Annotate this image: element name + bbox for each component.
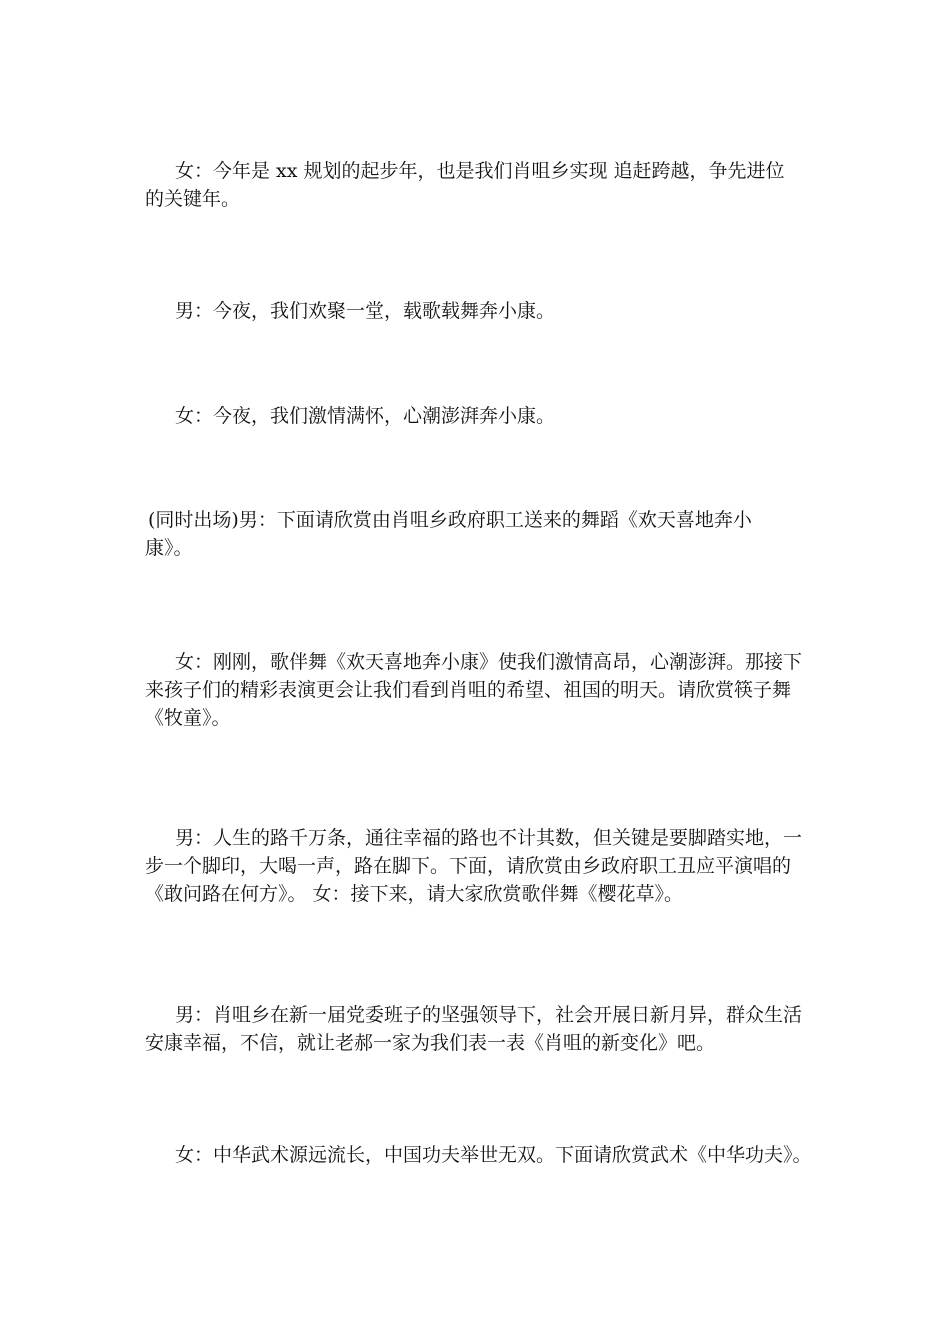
paragraph-line: 《敢问路在何方》。 女：接下来，请大家欣赏歌伴舞《樱花草》。 bbox=[145, 883, 684, 905]
paragraph-line: 步一个脚印，大喝一声，路在脚下。下面，请欣赏由乡政府职工丑应平演唱的 bbox=[145, 855, 792, 877]
paragraph-5 bbox=[145, 648, 825, 732]
paragraph-line: 男：肖咀乡在新一届党委班子的坚强领导下，社会开展日新月异，群众生活 bbox=[175, 1004, 803, 1026]
paragraph-3 bbox=[145, 402, 825, 430]
paragraph-7 bbox=[145, 1001, 825, 1057]
paragraph-2 bbox=[145, 297, 825, 325]
paragraph-line: 女：中华武术源远流长，中国功夫举世无双。下面请欣赏武术《中华功夫》。 bbox=[175, 1144, 812, 1166]
paragraph-8 bbox=[145, 1141, 825, 1169]
paragraph-line: 男：人生的路千万条，通往幸福的路也不计其数，但关键是要脚踏实地，一 bbox=[175, 827, 803, 849]
paragraph-line: 女：今夜，我们激情满怀，心潮澎湃奔小康。 bbox=[175, 405, 556, 427]
paragraph-4 bbox=[145, 506, 825, 562]
paragraph-line: 女：今年是 xx 规划的起步年，也是我们肖咀乡实现 追赶跨越，争先进位 bbox=[175, 160, 785, 182]
paragraph-line: 康》。 bbox=[145, 537, 193, 559]
paragraph-6 bbox=[145, 824, 825, 908]
paragraph-line: 女：刚刚，歌伴舞《欢天喜地奔小康》使我们激情高昂，心潮澎湃。那接下 bbox=[175, 651, 803, 673]
paragraph-line: 来孩子们的精彩表演更会让我们看到肖咀的希望、祖国的明天。请欣赏筷子舞 bbox=[145, 679, 792, 701]
paragraph-1 bbox=[145, 157, 825, 213]
paragraph-line: (同时出场)男：下面请欣赏由肖咀乡政府职工送来的舞蹈《欢天喜地奔小 bbox=[148, 509, 752, 531]
paragraph-line: 男：今夜，我们欢聚一堂，载歌载舞奔小康。 bbox=[175, 300, 556, 322]
paragraph-line: 《牧童》。 bbox=[145, 707, 231, 729]
paragraph-line: 的关键年。 bbox=[145, 188, 241, 210]
paragraph-line: 安康幸福，不信，就让老郝一家为我们表一表《肖咀的新变化》吧。 bbox=[145, 1032, 716, 1054]
